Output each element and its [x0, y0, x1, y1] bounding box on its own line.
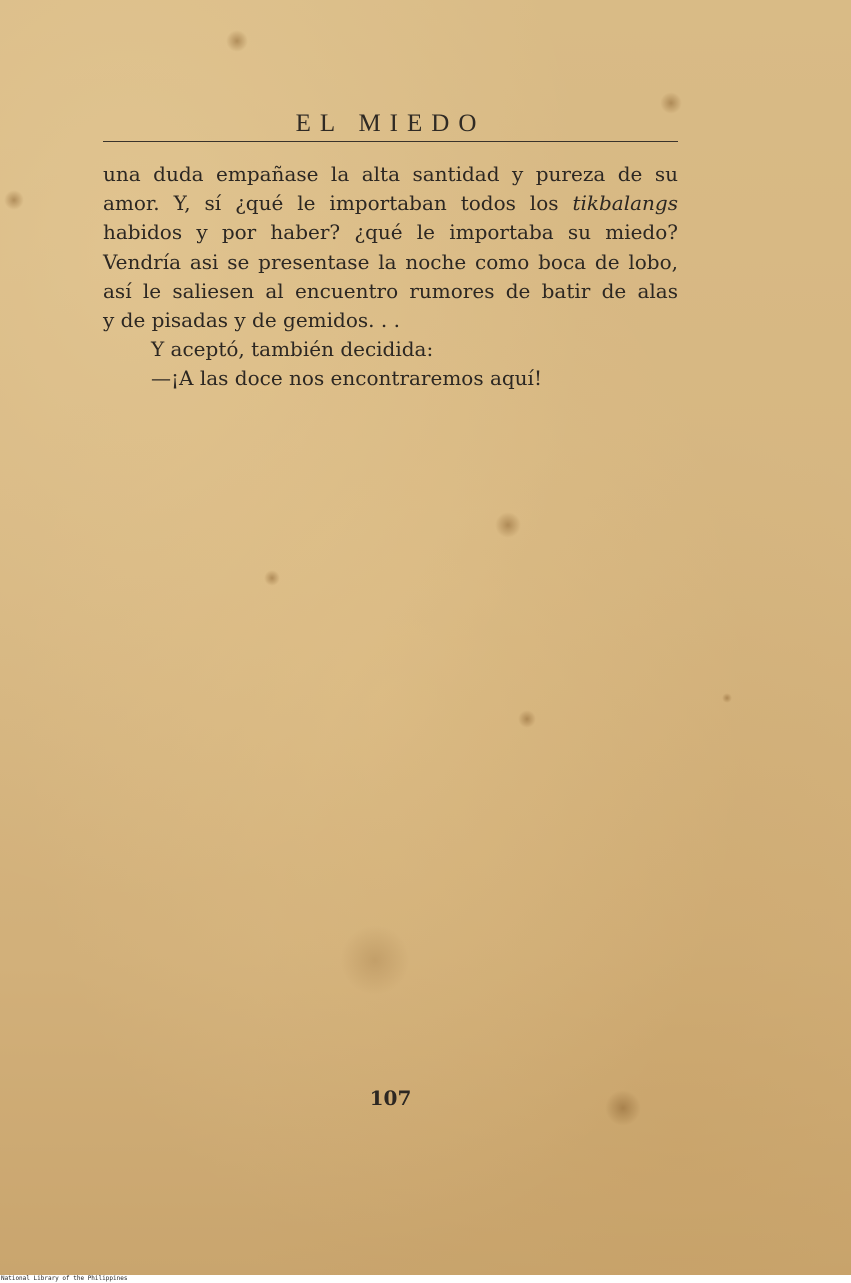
italic-word: tikbalangs: [572, 191, 678, 216]
library-credit: National Library of the Philippines: [1, 1275, 128, 1282]
foxing-spot: [226, 30, 248, 52]
page-number: 107: [369, 1086, 412, 1110]
text-line: Y aceptó, también decidida:: [151, 337, 434, 362]
page-body: [103, 160, 678, 394]
dialogue-line: —¡A las doce nos encontraremos aquí!: [151, 366, 542, 391]
header-rule: [103, 141, 678, 142]
text-line: [103, 189, 678, 218]
foxing-spot: [518, 710, 536, 728]
text-line: Vendría asi se presentase la noche como boca de lobo,: [103, 249, 678, 274]
text-line: una duda empañase la alta santidad y pureza de su: [103, 162, 678, 186]
footer-strip: [0, 1275, 851, 1283]
text-line: habidos y por haber? ¿qué le importaba su miedo?: [103, 220, 678, 245]
foxing-spot: [340, 925, 410, 995]
text-line-start: amor. Y, sí ¿qué le importaban todos los: [103, 191, 573, 216]
foxing-spot: [495, 512, 521, 538]
running-head: EL MIEDO: [295, 110, 486, 137]
text-line: y de pisadas y de gemidos. . .: [103, 307, 400, 332]
foxing-spot: [722, 693, 732, 703]
foxing-spot: [264, 570, 280, 586]
text-line: así le saliesen al encuentro rumores de batir de alas: [103, 278, 678, 303]
foxing-spot: [4, 190, 24, 210]
